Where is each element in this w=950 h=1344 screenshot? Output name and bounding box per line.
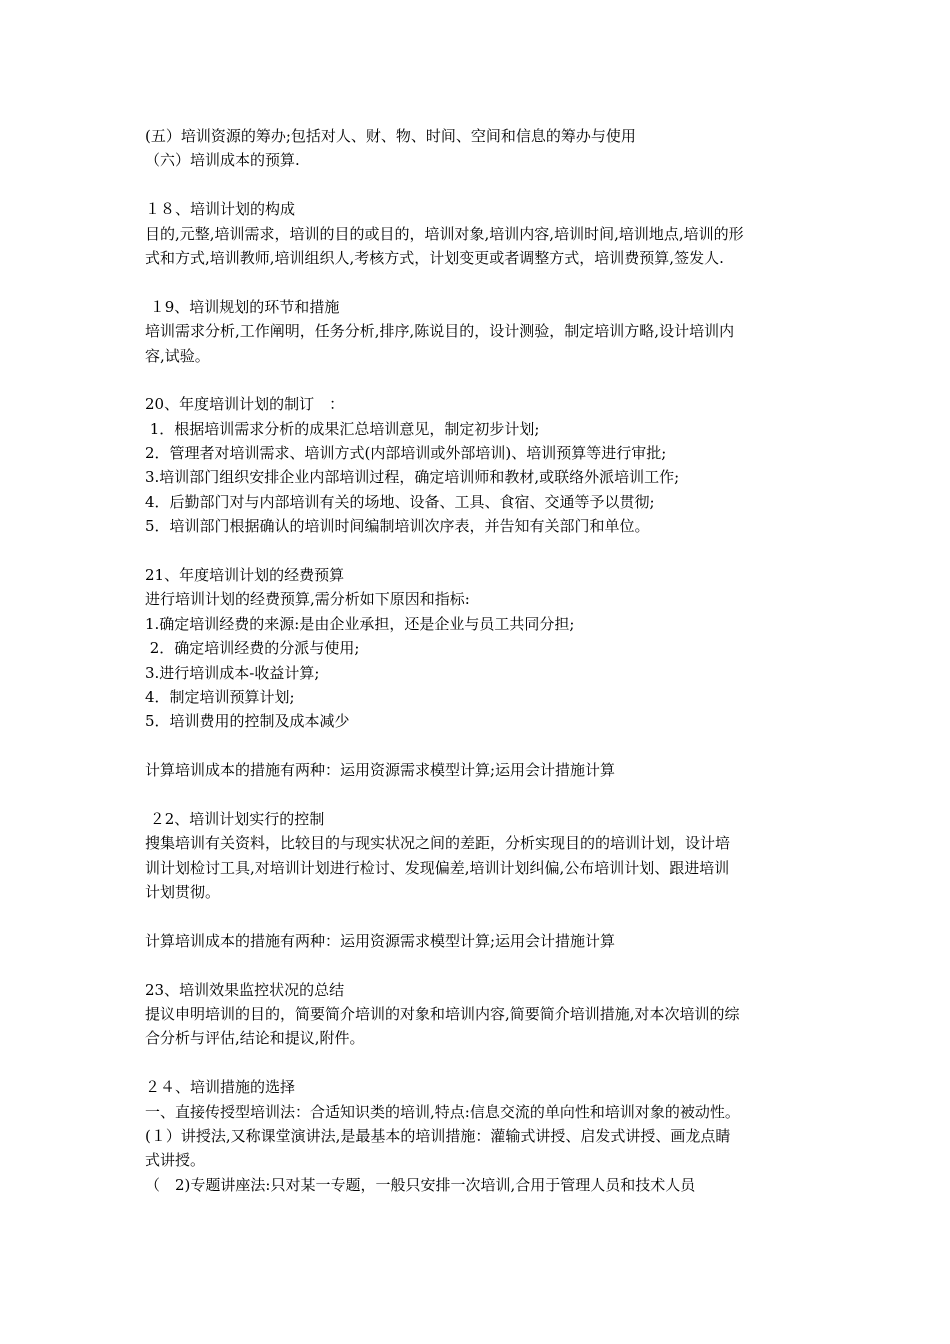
text-line: 4．制定培训预算计划;: [145, 687, 295, 706]
text-block: [145, 1075, 813, 1197]
text-line: 2．确定培训经费的分派与使用;: [145, 639, 360, 658]
text-line: 合分析与评估,结论和提议,附件。: [145, 1029, 365, 1048]
text-line: 容,试验。: [145, 346, 210, 365]
text-line: 搜集培训有关资料，比较目的与现实状况之间的差距，分析实现目的的培训计划，设计培: [145, 834, 731, 853]
text-block: [145, 807, 813, 905]
text-line: 目的,元整,培训需求，培训的目的或目的，培训对象,培训内容,培训时间,培训地点,培训的形: [145, 224, 744, 243]
paragraph-gap: [145, 1051, 813, 1075]
block-first-line: 23、培训效果监控状况的总结: [145, 980, 345, 999]
paragraph-gap: [145, 734, 813, 758]
paragraph-gap: [145, 905, 813, 929]
text-line: 1．根据培训需求分析的成果汇总培训意见，制定初步计划;: [145, 419, 540, 438]
text-line: （ 2)专题讲座法:只对某一专题，一般只安排一次培训,合用于管理人员和技术人员: [145, 1175, 696, 1194]
text-line: 3.进行培训成本-收益计算;: [145, 663, 320, 682]
block-first-line: １８、培训计划的构成: [145, 200, 296, 219]
paragraph-gap: [145, 173, 813, 197]
paragraph-gap: [145, 368, 813, 392]
paragraph-gap: [145, 539, 813, 563]
text-line: 3.培训部门组织安排企业内部培训过程，确定培训师和教材,或联络外派培训工作;: [145, 468, 680, 487]
text-line: 一、直接传授型培训法：合适知识类的培训,特点:信息交流的单向性和培训对象的被动性。: [145, 1102, 740, 1121]
text-line: 培训需求分析,工作阐明，任务分析,排序,陈说目的，设计测验，制定培训方略,设计培训内: [145, 322, 735, 341]
text-block: [145, 929, 813, 953]
text-line: 1.确定培训经费的来源:是由企业承担，还是企业与员工共同分担;: [145, 614, 575, 633]
text-line: （六）培训成本的预算.: [145, 151, 300, 170]
text-block: [145, 124, 813, 173]
text-line: 计划贯彻。: [145, 883, 221, 902]
text-line: 进行培训计划的经费预算,需分析如下原因和指标:: [145, 590, 470, 609]
block-first-line: ２４、培训措施的选择: [145, 1078, 296, 1097]
text-block: [145, 563, 813, 734]
text-line: 5．培训费用的控制及成本减少: [145, 712, 350, 731]
block-first-line: 21、年度培训计划的经费预算: [145, 566, 345, 585]
text-line: (１）讲授法,又称课堂演讲法,是最基本的培训措施：灌输式讲授、启发式讲授、画龙点睛: [145, 1127, 731, 1146]
text-block: [145, 392, 813, 538]
paragraph-gap: [145, 783, 813, 807]
text-line: 式讲授。: [145, 1151, 206, 1170]
document-page: [145, 124, 813, 1197]
text-block: [145, 978, 813, 1051]
text-line: 提议申明培训的目的，简要简介培训的对象和培训内容,简要简介培训措施,对本次培训的综: [145, 1005, 740, 1024]
text-line: 训计划检讨工具,对培训计划进行检讨、发现偏差,培训计划纠偏,公布培训计划、跟进培训: [145, 858, 730, 877]
block-first-line: 计算培训成本的措施有两种：运用资源需求模型计算;运用会计措施计算: [145, 761, 616, 780]
text-line: 式和方式,培训教师,培训组织人,考核方式，计划变更或者调整方式，培训费预算,签发人.: [145, 248, 724, 267]
block-first-line: ２2、培训计划实行的控制: [145, 809, 325, 828]
block-first-line: 20、年度培训计划的制订 ：: [145, 395, 345, 414]
text-line: 2．管理者对培训需求、培训方式(内部培训或外部培训)、培训预算等进行审批;: [145, 444, 667, 463]
text-line: 4．后勤部门对与内部培训有关的场地、设备、工具、食宿、交通等予以贯彻;: [145, 492, 655, 511]
paragraph-gap: [145, 270, 813, 294]
block-first-line: (五）培训资源的筹办;包括对人、财、物、时间、空间和信息的筹办与使用: [145, 127, 636, 145]
paragraph-gap: [145, 953, 813, 977]
text-block: [145, 197, 813, 270]
block-first-line: １9、培训规划的环节和措施: [145, 297, 340, 316]
text-block: [145, 758, 813, 782]
text-line: 5．培训部门根据确认的培训时间编制培训次序表，并告知有关部门和单位。: [145, 517, 650, 536]
text-block: [145, 295, 813, 368]
block-first-line: 计算培训成本的措施有两种：运用资源需求模型计算;运用会计措施计算: [145, 931, 616, 950]
